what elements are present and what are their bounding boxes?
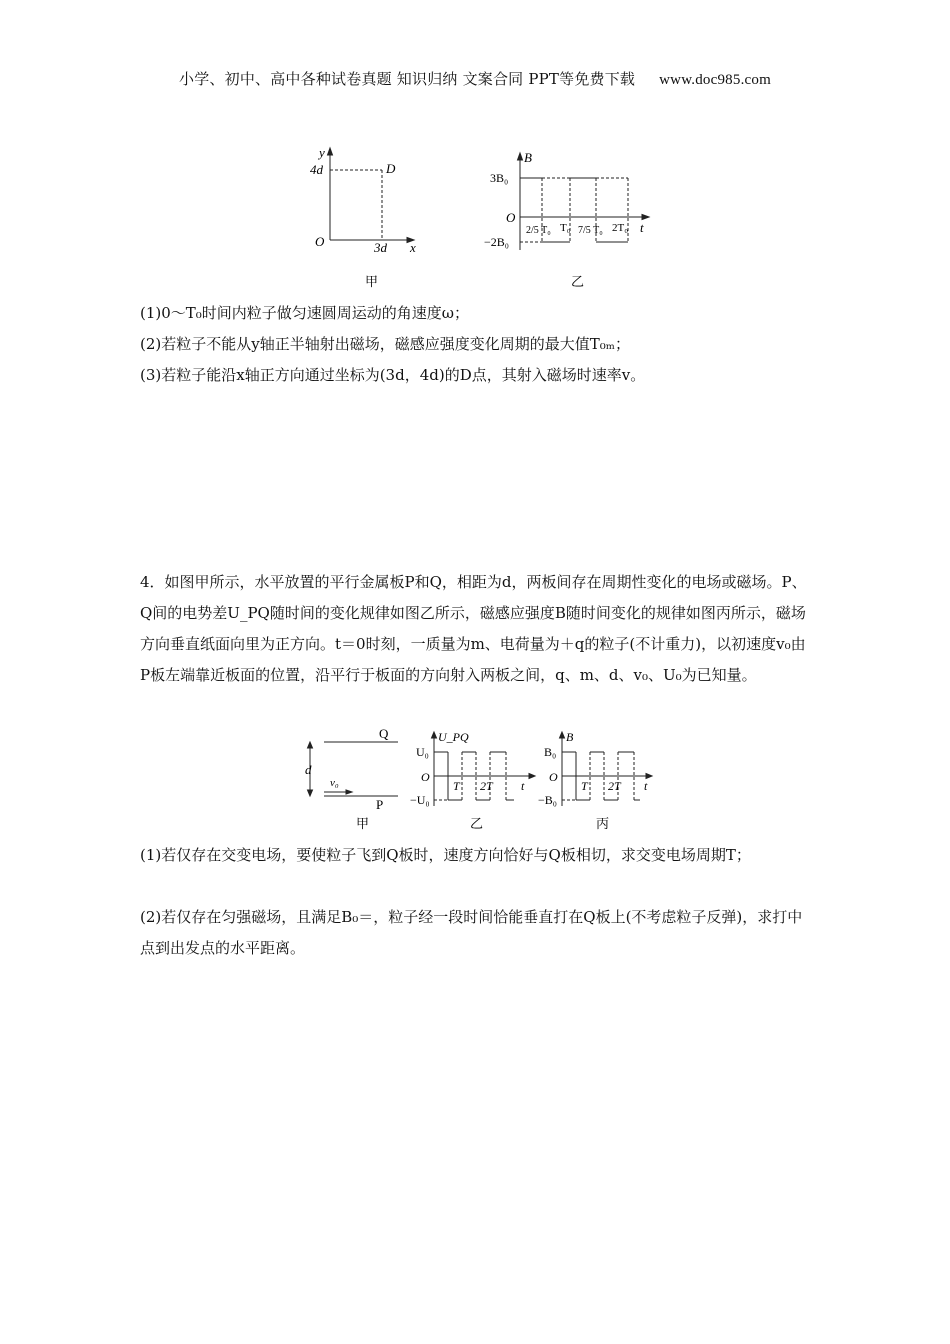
q4-item-1: (1)若仅存在交变电场，要使粒子飞到Q板时，速度方向恰好与Q板相切，求交变电场周期T； (140, 846, 751, 864)
q3-item-1: (1)0～T₀时间内粒子做匀速圆周运动的角速度ω； (140, 304, 470, 322)
bing-tick-1: 2T (608, 779, 621, 793)
bing-origin: O (549, 770, 558, 784)
q4-item-2: (2)若仅存在匀强磁场，且满足B₀＝，粒子经一段时间恰能垂直打在Q板上(不考虑粒子反弹)，求打中点到出发点的水平距离。 (140, 908, 803, 957)
q3-item-2: (2)若粒子不能从y轴正半轴射出磁场，磁感应强度变化周期的最大值T₀ₘ； (140, 335, 630, 353)
yi-tick-0: 2/5 T₀ (526, 225, 551, 236)
jia2-Q: Q (379, 726, 389, 741)
yi2-tick-0: T (453, 779, 460, 793)
yi-axis-label: B (524, 150, 532, 165)
yi-upper: 3B₀ (490, 171, 509, 185)
bing-t-label: t (644, 779, 648, 793)
figure-2 (296, 726, 676, 836)
page-header (0, 68, 950, 89)
yi-origin: O (506, 210, 516, 225)
yi2-upper: U₀ (416, 745, 429, 759)
bing-lower: −B₀ (538, 793, 557, 807)
header-url[interactable]: www.doc985.com (659, 72, 771, 88)
bing-upper: B₀ (544, 745, 557, 759)
yi-tick-2: 7/5 T₀ (578, 225, 603, 236)
fig2-bing (560, 732, 653, 806)
yi-tick-1: T₀ (560, 222, 571, 234)
jia2-d: d (305, 762, 312, 777)
yi-tick-3: 2T₀ (612, 222, 629, 234)
yi2-caption: 乙 (470, 816, 484, 831)
jia-y-tick: 4d (310, 162, 323, 177)
yi2-lower: −U₀ (410, 793, 430, 807)
yi2-t-label: t (521, 779, 525, 793)
jia-origin: O (315, 234, 325, 249)
jia-caption: 甲 (365, 274, 379, 289)
jia2-P: P (376, 797, 384, 812)
jia2-v0: v₀ (330, 777, 339, 789)
jia-point-D: D (386, 161, 396, 176)
header-text: 小学、初中、高中各种试卷真题 知识归纳 文案合同 PPT等免费下载 (179, 70, 636, 88)
q3-item-3: (3)若粒子能沿x轴正方向通过坐标为(3d，4d)的D点，其射入磁场时速率v。 (140, 366, 646, 384)
jia-y-label: y (319, 145, 325, 160)
fig2-jia (308, 742, 399, 796)
yi2-tick-1: 2T (480, 779, 493, 793)
yi-t-label: t (640, 220, 644, 235)
jia-x-label: x (410, 240, 416, 255)
yi2-origin: O (421, 770, 430, 784)
bing-axis-label: B (566, 730, 574, 744)
bing-tick-0: T (581, 779, 588, 793)
fig1-jia (328, 148, 415, 243)
q4-stem: 4．如图甲所示，水平放置的平行金属板P和Q，相距为d，两板间存在周期性变化的电场或磁场。P、Q间的电势差U_PQ随时间的变化规律如图乙所示，磁感应强度B随时间变化的规律如图丙所示，磁场方向垂直纸面向里为正方向。t＝0时刻，一质量为m、电荷量为＋q的粒子(不计重力)，以初速度v₀由P板左端靠近板面的位置，沿平行于板面的方向射入两板之间，q、m、d、v₀、U₀为已知量。 (140, 573, 807, 684)
jia2-caption: 甲 (356, 816, 370, 831)
yi-caption: 乙 (571, 274, 585, 289)
figure-1 (300, 140, 660, 300)
yi-lower: −2B₀ (484, 235, 509, 249)
yi2-axis-label: U_PQ (438, 730, 469, 744)
bing-caption: 丙 (596, 816, 610, 831)
jia-x-tick: 3d (374, 240, 387, 255)
